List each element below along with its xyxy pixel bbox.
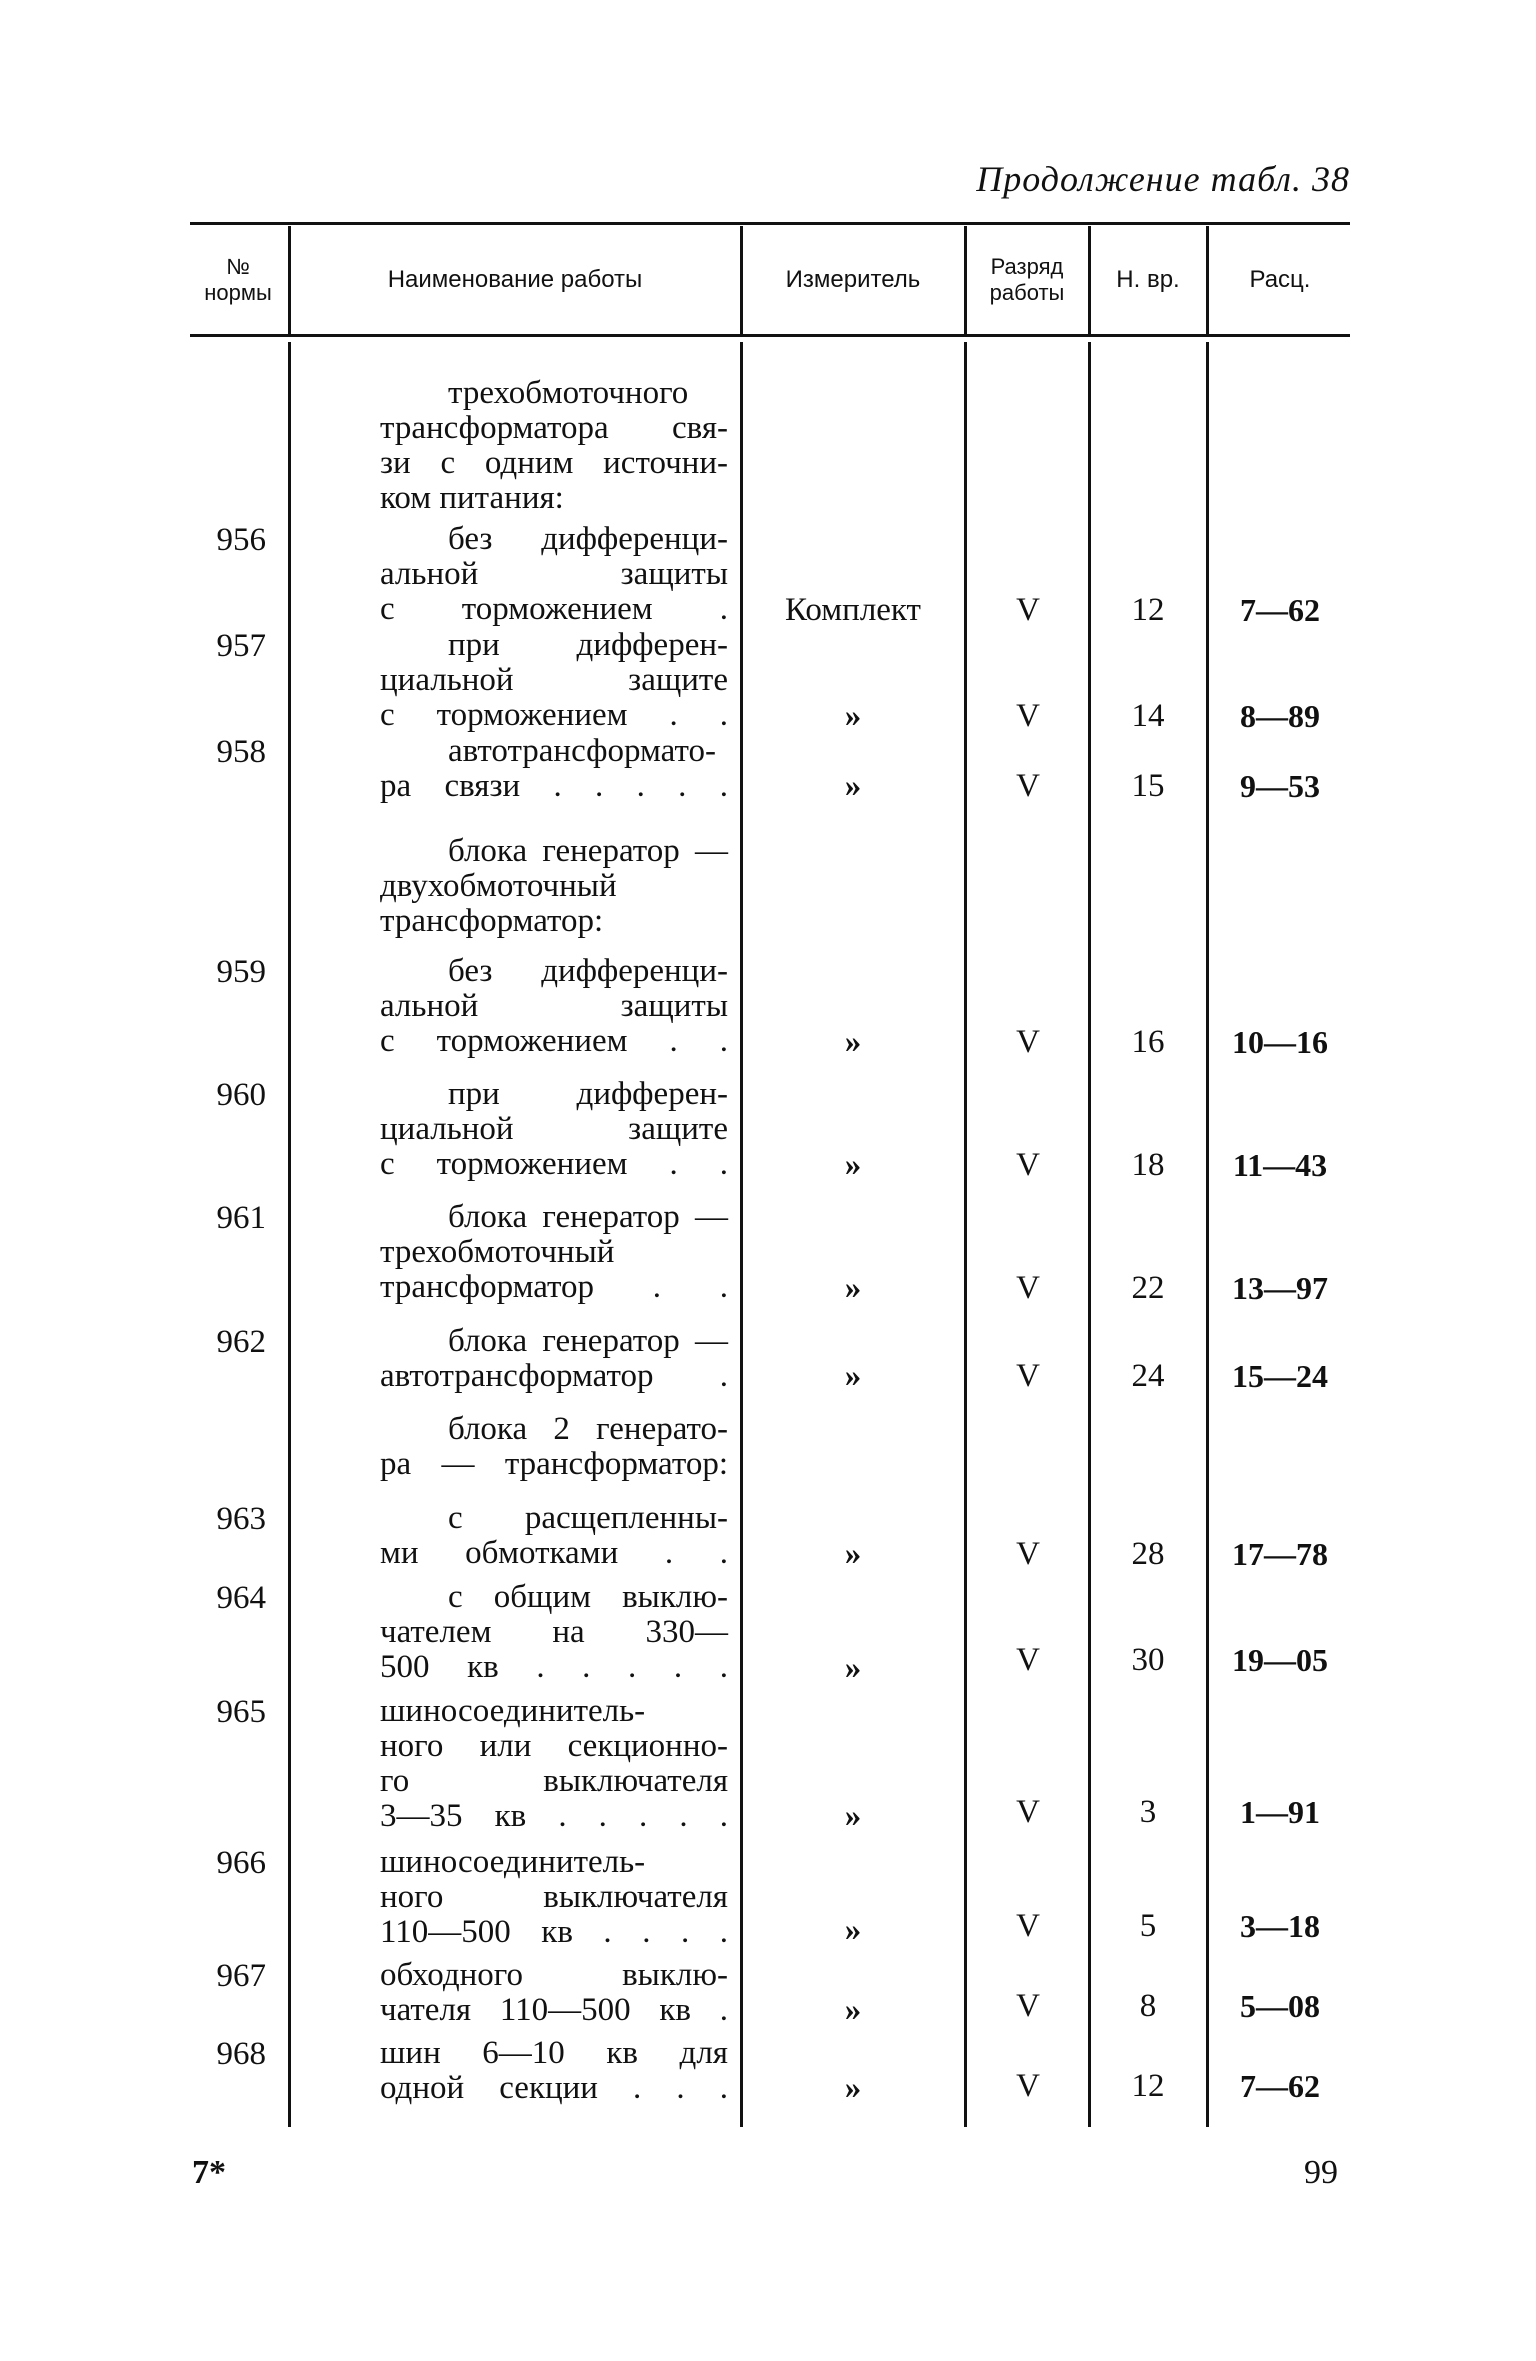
row-name-line: трехобмоточный xyxy=(380,1234,615,1270)
row-grade: V xyxy=(1016,698,1040,734)
row-name xyxy=(380,2036,728,2106)
group-line: зи с одним источни- xyxy=(380,445,728,481)
row-name-line: с торможением . xyxy=(380,591,728,627)
group-line: блока 2 генерато- xyxy=(448,1411,728,1447)
row-hours: 22 xyxy=(1131,1270,1165,1306)
row-number: 964 xyxy=(216,1580,266,1616)
header-name: Наименование работы xyxy=(387,266,643,293)
column-divider xyxy=(288,342,291,2127)
row-name-line: блока генератор — xyxy=(448,1323,728,1359)
row-name xyxy=(380,1958,728,2028)
row-hours: 8 xyxy=(1139,1988,1157,2024)
row-rate: 8—89 xyxy=(1240,698,1320,734)
row-name-line: 110—500 кв . . . . xyxy=(380,1914,728,1950)
row-name-line: трансформатор . . xyxy=(380,1269,728,1305)
row-grade: V xyxy=(1016,1358,1040,1394)
row-grade: V xyxy=(1016,768,1040,804)
row-number: 967 xyxy=(216,1958,266,1994)
row-name-line: ного или секционно- xyxy=(380,1728,728,1764)
header-top-rule xyxy=(190,222,1350,225)
row-name xyxy=(380,954,728,1059)
header-grade: Разряд работы xyxy=(989,254,1065,305)
group-heading xyxy=(380,834,728,939)
row-number: 958 xyxy=(216,734,266,770)
row-name xyxy=(380,1845,728,1950)
group-line: блока генератор — xyxy=(448,833,728,869)
row-grade: V xyxy=(1016,1988,1040,2024)
row-grade: V xyxy=(1016,1024,1040,1060)
header-rate: Расц. xyxy=(1249,266,1311,293)
row-name-line: альной защиты xyxy=(380,556,728,592)
row-hours: 15 xyxy=(1131,768,1165,804)
row-rate: 15—24 xyxy=(1232,1358,1328,1394)
row-measure: » xyxy=(844,1536,862,1572)
table-caption: Продолжение табл. 38 xyxy=(976,159,1350,199)
row-name-line: 3—35 кв . . . . . xyxy=(380,1798,728,1834)
row-rate: 17—78 xyxy=(1232,1536,1328,1572)
row-grade: V xyxy=(1016,2068,1040,2104)
signature-mark: 7* xyxy=(192,2154,226,2191)
row-measure: » xyxy=(844,1912,862,1948)
row-name xyxy=(380,1501,728,1571)
row-name xyxy=(380,1077,728,1182)
row-hours: 16 xyxy=(1131,1024,1165,1060)
row-grade: V xyxy=(1016,1642,1040,1678)
group-heading xyxy=(380,376,728,516)
row-name-line: без дифференци- xyxy=(448,953,728,989)
row-grade: V xyxy=(1016,592,1040,628)
row-hours: 14 xyxy=(1131,698,1165,734)
header-hours: Н. вр. xyxy=(1116,266,1180,293)
header-num: № нормы xyxy=(204,254,272,305)
row-rate: 11—43 xyxy=(1232,1147,1328,1183)
row-measure: » xyxy=(844,1358,862,1394)
row-name-line: автотрансформато- xyxy=(448,733,716,769)
row-name-line: с торможением . . xyxy=(380,1146,728,1182)
row-name-line: альной защиты xyxy=(380,988,728,1024)
row-rate: 5—08 xyxy=(1240,1988,1320,2024)
row-measure: » xyxy=(844,1798,862,1834)
row-measure: » xyxy=(844,1024,862,1060)
group-line: двухобмоточный xyxy=(380,868,617,904)
row-number: 959 xyxy=(216,954,266,990)
row-name-line: с торможением . . xyxy=(380,1023,728,1059)
row-name-line: го выключателя xyxy=(380,1763,728,1799)
row-number: 957 xyxy=(216,628,266,664)
row-name-line: циальной защите xyxy=(380,662,728,698)
page-number: 99 xyxy=(1304,2154,1338,2191)
row-rate: 9—53 xyxy=(1240,768,1320,804)
row-grade: V xyxy=(1016,1270,1040,1306)
row-name xyxy=(380,1694,728,1834)
row-number: 956 xyxy=(216,522,266,558)
row-name-line: 500 кв . . . . . xyxy=(380,1649,728,1685)
row-number: 960 xyxy=(216,1077,266,1113)
group-line: ра — трансформатор: xyxy=(380,1446,728,1482)
row-hours: 12 xyxy=(1131,592,1165,628)
row-name-line: при дифферен- xyxy=(448,1076,728,1112)
row-hours: 28 xyxy=(1131,1536,1165,1572)
row-name-line: при дифферен- xyxy=(448,627,728,663)
row-name-line: автотрансформатор . xyxy=(380,1358,728,1394)
row-name-line: ра связи . . . . . xyxy=(380,768,728,804)
header-divider xyxy=(964,226,967,334)
row-hours: 12 xyxy=(1131,2068,1165,2104)
row-hours: 30 xyxy=(1131,1642,1165,1678)
row-number: 961 xyxy=(216,1200,266,1236)
row-name-line: шин 6—10 кв для xyxy=(380,2035,728,2071)
row-name xyxy=(380,734,728,804)
row-measure: » xyxy=(844,698,862,734)
row-rate: 7—62 xyxy=(1240,592,1320,628)
row-grade: V xyxy=(1016,1908,1040,1944)
row-hours: 18 xyxy=(1131,1147,1165,1183)
row-number: 966 xyxy=(216,1845,266,1881)
header-measure: Измеритель xyxy=(785,266,921,293)
row-rate: 13—97 xyxy=(1232,1270,1328,1306)
group-line: трехобмоточного xyxy=(448,375,689,411)
row-rate: 3—18 xyxy=(1240,1908,1320,1944)
row-grade: V xyxy=(1016,1147,1040,1183)
row-measure: » xyxy=(844,1147,862,1183)
header-bottom-rule xyxy=(190,334,1350,337)
row-grade: V xyxy=(1016,1794,1040,1830)
row-name-line: чателя 110—500 кв . xyxy=(380,1992,728,2028)
row-hours: 3 xyxy=(1139,1794,1157,1830)
row-name-line: одной секции . . . xyxy=(380,2070,728,2106)
row-name-line: обходного выклю- xyxy=(380,1957,728,1993)
row-name-line: шиносоединитель- xyxy=(380,1693,646,1729)
row-name-line: без дифференци- xyxy=(448,521,728,557)
row-name-line: с расщепленны- xyxy=(448,1500,728,1536)
group-line: трансформатора свя- xyxy=(380,410,728,446)
header-divider xyxy=(1206,226,1209,334)
row-name xyxy=(380,1324,728,1394)
row-name xyxy=(380,628,728,733)
row-name-line: с общим выклю- xyxy=(448,1579,728,1615)
row-number: 965 xyxy=(216,1694,266,1730)
row-name xyxy=(380,1200,728,1305)
row-measure: » xyxy=(844,1650,862,1686)
row-hours: 5 xyxy=(1139,1908,1157,1944)
row-measure: » xyxy=(844,768,862,804)
row-measure: Комплект xyxy=(785,592,921,628)
row-measure: » xyxy=(844,1270,862,1306)
row-name-line: циальной защите xyxy=(380,1111,728,1147)
row-hours: 24 xyxy=(1131,1358,1165,1394)
row-rate: 19—05 xyxy=(1232,1642,1328,1678)
group-line: трансформатор: xyxy=(380,903,604,939)
row-measure: » xyxy=(844,1992,862,2028)
row-name-line: ного выключателя xyxy=(380,1879,728,1915)
row-name-line: чателем на 330— xyxy=(380,1614,728,1650)
header-divider xyxy=(740,226,743,334)
header-divider xyxy=(1088,226,1091,334)
header-divider xyxy=(288,226,291,334)
row-name xyxy=(380,1580,728,1685)
row-name-line: шиносоединитель- xyxy=(380,1844,646,1880)
row-name-line: ми обмотками . . xyxy=(380,1535,728,1571)
group-line: ком питания: xyxy=(380,480,564,516)
row-measure: » xyxy=(844,2070,862,2106)
row-number: 968 xyxy=(216,2036,266,2072)
row-rate: 10—16 xyxy=(1232,1024,1328,1060)
row-rate: 7—62 xyxy=(1240,2068,1320,2104)
row-number: 962 xyxy=(216,1324,266,1360)
row-rate: 1—91 xyxy=(1240,1794,1320,1830)
row-name xyxy=(380,522,728,627)
row-name-line: блока генератор — xyxy=(448,1199,728,1235)
row-grade: V xyxy=(1016,1536,1040,1572)
row-name-line: с торможением . . xyxy=(380,697,728,733)
group-heading xyxy=(380,1412,728,1482)
row-number: 963 xyxy=(216,1501,266,1537)
